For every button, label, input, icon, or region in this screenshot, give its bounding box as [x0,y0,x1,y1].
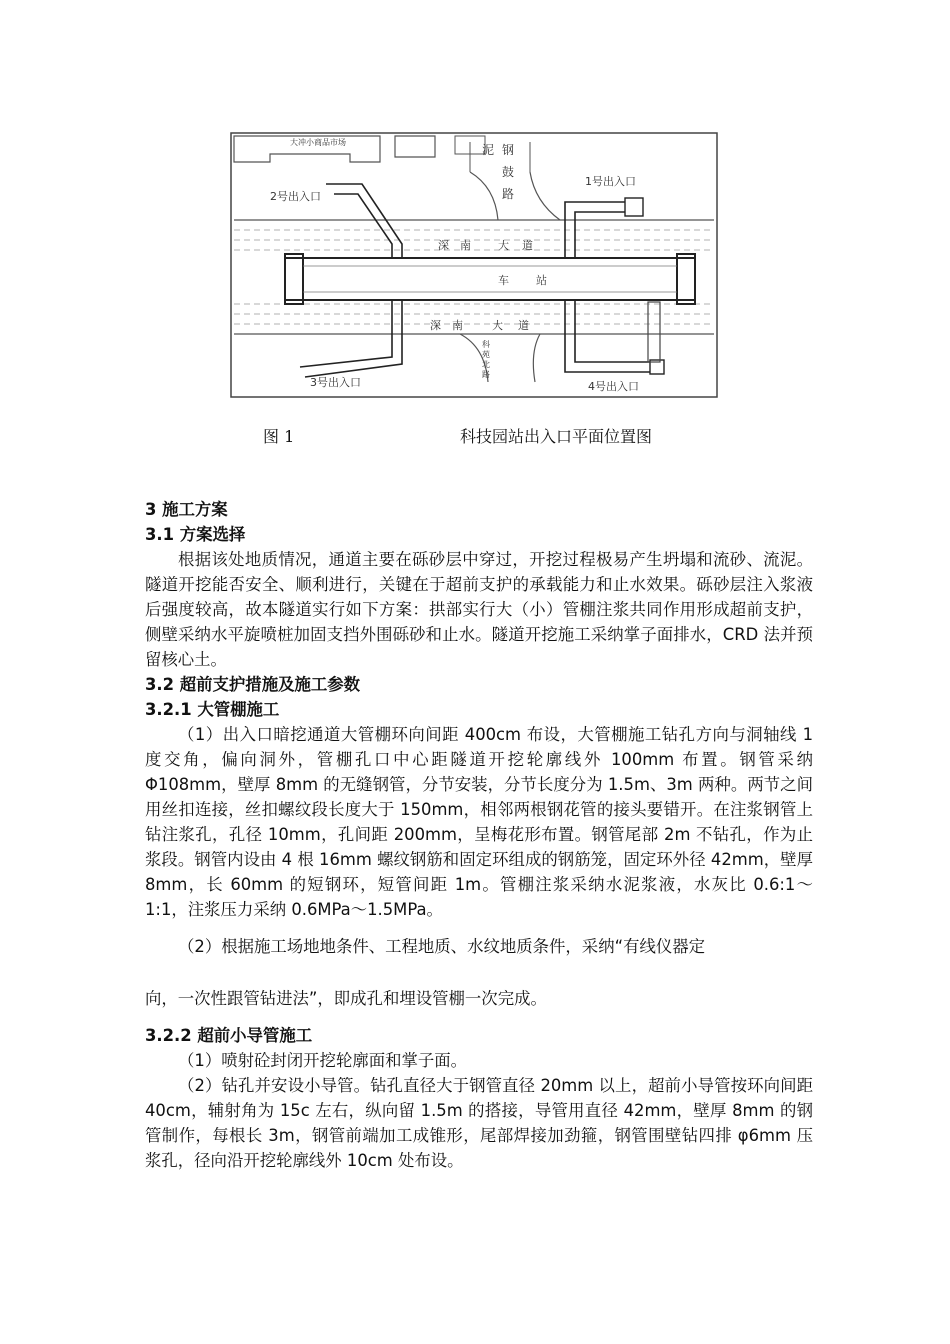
paragraph-3-1: 根据该处地质情况，通道主要在砾砂层中穿过，开挖过程极易产生坍塌和流砂、流泥。隧道开挖能否安全、顺利进行，关键在于超前支护的承载能力和止水效果。砾砂层注入浆液后强度较高，故本隧道实行如下方案：拱部实行大（小）管棚注浆共同作用形成超前支护，侧壁采纳水平旋喷桩加固支挡外围砾砂和止水。隧道开挖施工采纳掌子面排水，CRD 法并预留核心土。 [145,550,813,669]
label-road-north-1: 泥 [482,143,495,157]
label-avenue-bottom-3: 大 [492,319,503,332]
figure-caption-number: 图 1 [263,427,295,446]
label-exit-2: 2号出入口 [270,190,321,203]
station-plan-figure [230,132,718,398]
paragraph-3-2-1-item-2-line-1: （2）根据施工场地地条件、工程地质、水纹地质条件，采纳“有线仪器定 [178,937,706,956]
paragraph-3-2-1-item-2-line-2: 向，一次性跟管钻进法”，即成孔和埋设管棚一次完成。 [145,989,547,1008]
label-avenue-bottom-2: 南 [452,319,463,332]
label-exit-1: 1号出入口 [585,175,636,188]
label-road-south-2: 苑 [482,350,490,359]
label-exit-4: 4号出入口 [588,380,639,393]
label-avenue-top-4: 道 [522,239,533,252]
figure-caption-title: 科技园站出入口平面位置图 [460,427,653,446]
label-avenue-bottom-4: 道 [518,319,529,332]
heading-3: 3 施工方案 [145,500,228,519]
label-road-north-3: 鼓 [502,165,515,179]
label-avenue-top-3: 大 [498,239,509,252]
label-road-south-4: 路 [482,370,490,379]
heading-3-2-1: 3.2.1 大管棚施工 [145,700,280,719]
label-avenue-bottom-1: 深 [430,319,441,332]
label-avenue-top-1: 深 [438,239,449,252]
label-road-north-4: 路 [502,187,515,201]
label-station-1: 车 [498,274,509,287]
label-avenue-top-2: 南 [460,239,471,252]
paragraph-3-2-1-item-1: （1）出入口暗挖通道大管棚环向间距 400cm 布设，大管棚施工钻孔方向与洞轴线 1 度交角，偏向洞外，管棚孔口中心距隧道开挖轮廓线外 100mm 布置。钢管采纳 Φ108mm，壁厚 8mm 的无缝钢管，分节安装，分节长度分为 1.5m、3m 两种。两节之间用丝扣连接，丝扣螺纹段长度大于 150mm，相邻两根钢花管的接头要错开。在注浆钢管上钻注浆孔，孔径 10mm，孔间距 200mm，呈梅花形布置。钢管尾部 2m 不钻孔，作为止浆段。钢管内设由 4 根 16mm 螺纹钢筋和固定环组成的钢筋笼，固定环外径 42mm，壁厚 8mm，长 60mm 的短钢环，短管间距 1m。管棚注浆采纳水泥浆液，水灰比 0.6:1～1:1，注浆压力采纳 0.6MPa～1.5MPa。 [145,725,813,919]
paragraph-3-2-2-item-2: （2）钻孔并安设小导管。钻孔直径大于钢管直径 20mm 以上，超前小导管按环向间距 40cm，辅射角为 15c 左右，纵向留 1.5m 的搭接，导管用直径 42mm，壁厚 8mm 的钢管制作，每根长 3m，钢管前端加工成锥形，尾部焊接加劲箍，钢管围壁钻四排 φ6mm 压浆孔，径向沿开挖轮廓线外 10cm 处布设。 [145,1076,813,1170]
label-road-south-3: 北 [482,360,490,369]
heading-3-1: 3.1 方案选择 [145,525,246,544]
station-plan-drawing [230,132,718,398]
label-road-north-2: 钢 [502,143,515,157]
heading-3-2-2: 3.2.2 超前小导管施工 [145,1026,313,1045]
label-market: 大冲小商品市场 [290,138,346,147]
label-station-2: 站 [536,274,547,287]
heading-3-2: 3.2 超前支护措施及施工参数 [145,675,361,694]
label-exit-3: 3号出入口 [310,376,361,389]
label-road-south-1: 科 [482,340,490,349]
paragraph-3-2-2-item-1: （1）喷射砼封闭开挖轮廓面和掌子面。 [178,1051,468,1070]
document-body [145,497,813,1173]
